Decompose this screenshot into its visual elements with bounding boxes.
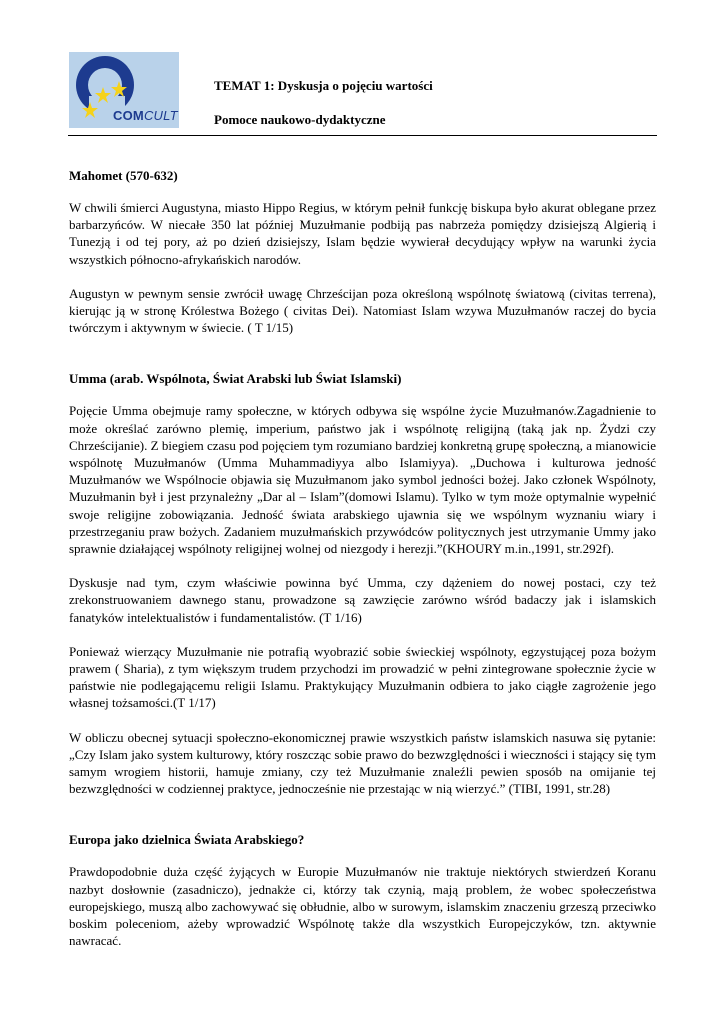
- paragraph: Ponieważ wierzący Muzułmanie nie potrafią wyobrazić sobie świeckiej wspólnoty, egzystującej poza bożym prawem ( Sharia), z tym większym trudem przychodzi im prowadzić w pełni zintegrowane społecznie życie w państwie nie podlegającemu religii Islamu. Praktykujący Muzułmanin odbiera to jako ciągłe zagrożenie jego własnej tożsamości.(T 1/17): [69, 643, 656, 711]
- logo-wordmark: COMCULT: [113, 108, 178, 123]
- document-subtitle: Pomoce naukowo-dydaktyczne: [214, 112, 386, 127]
- paragraph: W obliczu obecnej sytuacji społeczno-ekonomicznej prawie wszystkich państw islamskich nasuwa się pytanie: „Czy Islam jako system kulturowy, który roszcząc sobie prawo do bezwzględności i wieczności i stający się tym samym wrogiem historii, hamuje zmiany, czy też Muzułmanie znaleźli pewien sposób na omijanie tej bezwzględności w codziennej praktyce, jednocześnie nie przestając w nią wierzyć.” (TIBI, 1991, str.28): [69, 729, 656, 797]
- paragraph: Augustyn w pewnym sensie zwrócił uwagę Chrześcijan poza określoną wspólnotę światową (civitas terrena), kierując ją w stronę Królestwa Bożego ( civitas Dei). Natomiast Islam wzywa Muzułmanów raczej do bycia twórczym i aktywnym w świecie. ( T 1/15): [69, 285, 656, 336]
- paragraph: W chwili śmierci Augustyna, miasto Hippo Regius, w którym pełnił funkcję biskupa było akurat oblegane przez barbarzyńców. W niecałe 350 lat później Muzułmanie podbiją pas nabrzeża pomiędzy dzisiejszą Algierią i Tunezją i od tej pory, aż po dzień dzisiejszy, Islam będzie wywierał decydujący wpływ na warunki życia wszystkich północno-afrykańskich narodów.: [69, 200, 656, 267]
- document-title: TEMAT 1: Dyskusja o pojęciu wartości: [214, 78, 433, 93]
- document-body: [69, 167, 656, 967]
- paragraph: Prawdopodobnie duża część żyjących w Europie Muzułmanów nie traktuje niektórych stwierdzeń Koranu nazbyt dosłownie (zasadniczo), jednakże ci, którzy tak czynią, mają problem, że wobec społeczeństwa europejskiego, muszą albo zachowywać się obłudnie, albo w surowym, islamskim znaczeniu grzeszą przeciwko boskim poleceniom, ażeby wprowadzić Wspólnotę także dla wszystkich Europejczyków, tzn. aktywnie nawracać.: [69, 864, 656, 949]
- comcult-logo: [69, 52, 179, 128]
- header-divider: [68, 135, 657, 136]
- section-heading: Umma (arab. Wspólnota, Świat Arabski lub Świat Islamski): [69, 371, 402, 387]
- paragraph: Dyskusje nad tym, czym właściwie powinna być Umma, czy dążeniem do nowej postaci, czy też zrekonstruowaniem dawnego stanu, prowadzone są zawzięcie zarówno wśród badaczy jak i islamskich fanatyków intelektualistów i fundamentalistów. (T 1/16): [69, 575, 656, 625]
- section-heading: Mahomet (570-632): [69, 168, 178, 183]
- section-heading: Europa jako dzielnica Świata Arabskiego?: [69, 832, 305, 848]
- paragraph: Pojęcie Umma obejmuje ramy społeczne, w których odbywa się wspólne życie Muzułmanów.Zagadnienie to może określać zarówno plemię, imperium, państwo jak i wspólnotę religijną (taką jak np. Żydzi czy Chrześcijanie). Z biegiem czasu pod pojęciem tym rozumiano bardziej konkretną grupę społeczną, a mianowicie wspólnotę Muzułmanów (Umma Muhammadiyya albo Islamiyya). „Duchowa i kulturowa jedność Muzułmanów we Wspólnocie objawia się Muzułmanom jako symbol jedności bożej. Jako członek Wspólnoty, Muzułmanin był i jest przynależny „Dar al – Islam”(domowi Islamu). Tylko w tym może optymalnie wypełnić swoje religijne zobowiązania. Jedność świata arabskiego ujawnia się we wspólnym wyznaniu wiary i przestrzeganiu praw bożych. Zadaniem muzułmańskich przywódców politycznych jest utrzymanie Ummy jako sprawnie działającej wspólnoty religijnej wolnej od niezgody i herezji.”(KHOURY m.in.,1991, str.292f).: [69, 403, 656, 557]
